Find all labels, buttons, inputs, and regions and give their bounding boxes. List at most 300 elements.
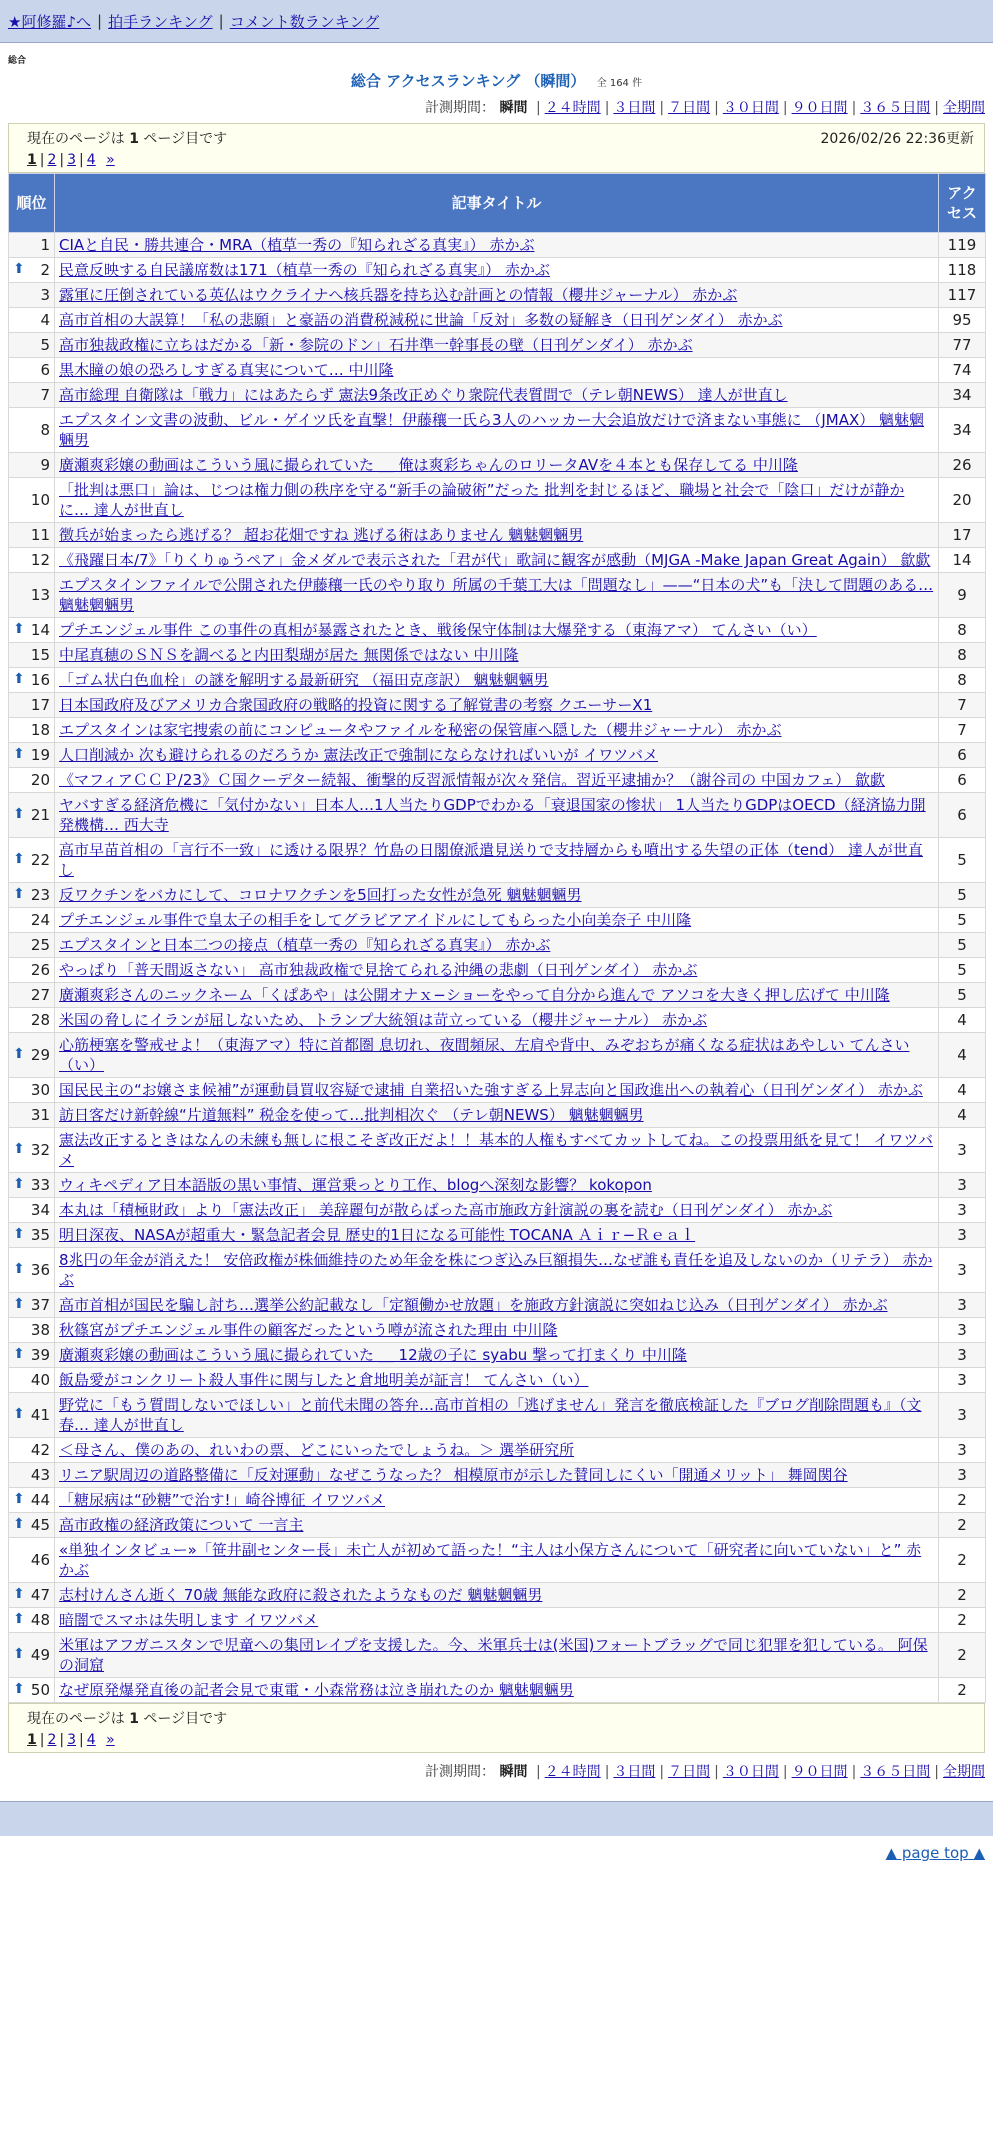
table-row: [9, 668, 986, 693]
period-separator: |: [714, 1764, 719, 1780]
title-cell: [55, 958, 939, 983]
table-row: [9, 333, 986, 358]
article-title-link[interactable]: 徴兵が始まったら逃げる？ 超お花畑ですね 逃げる術はありません 魑魅魍魎男: [59, 526, 584, 544]
article-title-link[interactable]: 黒木瞳の娘の恐ろしすぎる真実について… 中川隆: [59, 361, 394, 379]
up-arrow-icon: ⬆: [13, 1046, 25, 1062]
access-count: 5: [939, 838, 986, 883]
pager-page-link[interactable]: 3: [67, 152, 77, 168]
title-cell: [55, 1033, 939, 1078]
up-arrow-icon: ⬆: [13, 1681, 25, 1697]
rank-number: 5: [40, 336, 50, 354]
rank-number: 11: [30, 526, 50, 544]
article-title-link[interactable]: 訪日客だけ新幹線“片道無料” 税金を使って…批判相次ぐ （テレ朝NEWS） 魑魅魍魎男: [59, 1106, 644, 1124]
up-arrow-icon: ⬆: [13, 746, 25, 762]
rank-number: 16: [30, 671, 50, 689]
access-count: 77: [939, 333, 986, 358]
period-selector: [0, 97, 993, 117]
table-row: [9, 283, 986, 308]
access-count: 117: [939, 283, 986, 308]
title-cell: [55, 333, 939, 358]
title-cell: [55, 793, 939, 838]
article-title-link[interactable]: ＜母さん、僕のあの、れいわの票、どこにいったでしょうね。＞ 選挙研究所: [59, 1441, 575, 1459]
table-row: [9, 1438, 986, 1463]
table-row: [9, 1678, 986, 1703]
title-cell: [55, 1173, 939, 1198]
rank-number: 1: [40, 236, 50, 254]
article-title-link[interactable]: 憲法改正するときはなんの未練も無しに根こそぎ改正だよ！！基本的人権もすべてカットしてね。この投票用紙を見て！ イワツバメ: [59, 1131, 934, 1169]
pager-current-page: 1: [27, 1732, 37, 1748]
ranking-title: [0, 70, 993, 91]
up-arrow-icon: ⬆: [13, 1176, 25, 1192]
access-count: 5: [939, 908, 986, 933]
title-cell: [55, 618, 939, 643]
comment-ranking-link[interactable]: コメント数ランキング: [229, 12, 380, 31]
table-row: [9, 983, 986, 1008]
period-separator: |: [535, 100, 541, 116]
title-cell: [55, 548, 939, 573]
table-row: [9, 1078, 986, 1103]
access-count: 6: [939, 743, 986, 768]
access-count: 4: [939, 1033, 986, 1078]
table-row: [9, 1538, 986, 1583]
rank-cell: [9, 548, 55, 573]
title-cell: [55, 1393, 939, 1438]
access-count: 8: [939, 668, 986, 693]
article-title-link[interactable]: 人口削減か 次も避けられるのだろうか 憲法改正で強制にならなければいいが イワツバメ: [59, 746, 659, 764]
rank-cell: [9, 1583, 55, 1608]
article-title-link[interactable]: ヤバすぎる経済危機に「気付かない」日本人…1人当たりGDPでわかる「衰退国家の惨状」 1人当たりGDPはOECD（経済協力開発機構… 西大寺: [59, 796, 926, 834]
table-row: [9, 1488, 986, 1513]
access-header: アクセス: [939, 174, 986, 233]
table-row: [9, 908, 986, 933]
access-count: 20: [939, 478, 986, 523]
access-count: 3: [939, 1198, 986, 1223]
article-title-link[interactable]: 民意反映する自民議席数は171（植草一秀の『知られざる真実』） 赤かぶ: [59, 261, 550, 279]
period-option-link[interactable]: ３０日間: [722, 100, 779, 116]
title-cell: [55, 478, 939, 523]
title-cell: [55, 1463, 939, 1488]
table-row: [9, 643, 986, 668]
title-cell: [55, 408, 939, 453]
table-row: [9, 1393, 986, 1438]
period-option-link[interactable]: ２４時間: [544, 100, 601, 116]
access-count: 2: [939, 1538, 986, 1583]
rank-number: 37: [30, 1296, 50, 1314]
rank-number: 44: [30, 1491, 50, 1509]
table-row: [9, 718, 986, 743]
title-cell: [55, 1343, 939, 1368]
access-count: 8: [939, 618, 986, 643]
pager-separator: |: [59, 1732, 65, 1748]
article-title-link[interactable]: 廣瀬爽彩さんのニックネーム「くぱあや」は公開オナｘ−ショーをやって自分から進んで アソコを大きく押し広げて 中川隆: [59, 986, 890, 1004]
article-title-link[interactable]: 米国の脅しにイランが屈しないため、トランプ大統領は苛立っている（櫻井ジャーナル） 赤かぶ: [59, 1011, 708, 1029]
up-arrow-icon: ⬆: [13, 886, 25, 902]
table-row: [9, 1368, 986, 1393]
article-title-link[interactable]: 「糖尿病は“砂糖”で治す!」崎谷博征 イワツバメ: [59, 1491, 386, 1509]
period-option-link[interactable]: ９０日間: [791, 1764, 848, 1780]
title-cell: [55, 1633, 939, 1678]
article-title-link[interactable]: 高市政権の経済政策について 一言主: [59, 1516, 304, 1534]
title-cell: [55, 1608, 939, 1633]
rank-number: 48: [30, 1611, 50, 1629]
rank-cell: [9, 1223, 55, 1248]
title-cell: [55, 1198, 939, 1223]
period-option-link[interactable]: ２４時間: [544, 1764, 601, 1780]
article-title-link[interactable]: 廣瀬爽彩嬢の動画はこういう風に撮られていた ＿ 俺は爽彩ちゃんのロリータAVを４本とも保存してる 中川隆: [59, 456, 798, 474]
period-label: 計測期間：: [425, 100, 496, 116]
pager-next-link[interactable]: »: [106, 152, 115, 168]
rank-number: 32: [30, 1141, 50, 1159]
up-arrow-icon: ⬆: [13, 671, 25, 687]
rank-cell: [9, 308, 55, 333]
access-count: 3: [939, 1248, 986, 1293]
access-count: 3: [939, 1128, 986, 1173]
rank-number: 49: [30, 1646, 50, 1664]
table-row: [9, 793, 986, 838]
pager-separator: |: [79, 1732, 84, 1748]
table-row: [9, 693, 986, 718]
pager-bottom: [27, 1732, 974, 1748]
rank-cell: [9, 983, 55, 1008]
table-row: [9, 258, 986, 283]
rank-cell: [9, 1633, 55, 1678]
article-title-link[interactable]: 心筋梗塞を警戒せよ！（東海アマ）特に首都圏 息切れ、夜間頻尿、左肩や背中、みぞおちが痛くなる症状はあやしい てんさい（い）: [59, 1036, 910, 1074]
rank-cell: [9, 718, 55, 743]
title-cell: [55, 453, 939, 478]
title-cell: [55, 838, 939, 883]
rank-cell: [9, 1488, 55, 1513]
rank-number: 21: [30, 806, 50, 824]
title-cell: [55, 1538, 939, 1583]
title-cell: [55, 718, 939, 743]
applause-ranking-link[interactable]: 拍手ランキング: [108, 12, 213, 31]
rank-number: 13: [30, 586, 50, 604]
article-title-link[interactable]: エプスタイン文書の波動、ビル・ゲイツ氏を直撃！伊藤穰一氏ら3人のハッカー大会追放だけで済まない事態に （JMAX） 魑魅魍魎男: [59, 411, 925, 449]
access-count: 17: [939, 523, 986, 548]
article-title-link[interactable]: プチエンジェル事件で皇太子の相手をしてグラビアアイドルにしてもらった小向美奈子 中川隆: [59, 911, 692, 929]
article-title-link[interactable]: 米軍はアフガニスタンで児童への集団レイプを支援した。今、米軍兵士は(米国)フォートブラッグで同じ犯罪を犯している。 阿保の洞窟: [59, 1636, 928, 1674]
rank-cell: [9, 693, 55, 718]
article-title-link[interactable]: 露軍に圧倒されている英仏はウクライナへ核兵器を持ち込む計画との情報（櫻井ジャーナル） 赤かぶ: [59, 286, 738, 304]
rank-cell: [9, 958, 55, 983]
article-title-link[interactable]: 廣瀬爽彩嬢の動画はこういう風に撮られていた ＿ 12歳の子に syabu 撃って打まくり 中川隆: [59, 1346, 687, 1364]
period-option-link[interactable]: ３６５日間: [860, 1764, 931, 1780]
article-title-link[interactable]: 高市総理 自衛隊は「戦力」にはあたらず 憲法9条改正めぐり衆院代表質問で（テレ朝NEWS） 達人が世直し: [59, 386, 788, 404]
article-title-link[interactable]: やっぱり「普天間返さない」 高市独裁政権で見捨てられる沖縄の悲劇（日刊ゲンダイ） 赤かぶ: [59, 961, 698, 979]
article-title-link[interactable]: 「ゴム状白色血栓」の謎を解明する最新研究 （福田克彦訳） 魑魅魍魎男: [59, 671, 549, 689]
article-title-link[interactable]: 中尾真穂のＳＮＳを調べると内田梨瑚が居た 無関係ではない 中川隆: [59, 646, 519, 664]
rank-cell: [9, 358, 55, 383]
title-cell: [55, 1583, 939, 1608]
ranking-title-text: 総合 アクセスランキング （瞬間）: [350, 72, 586, 90]
pager: [27, 152, 974, 168]
article-title-link[interactable]: 飯島愛がコンクリート殺人事件に関与したと倉地明美が証言！ てんさい（い）: [59, 1371, 589, 1389]
up-arrow-icon: ⬆: [13, 806, 25, 822]
rank-cell: [9, 1173, 55, 1198]
title-cell: [55, 1368, 939, 1393]
rank-number: 27: [30, 986, 50, 1004]
title-cell: [55, 383, 939, 408]
rank-number: 3: [40, 286, 50, 304]
access-count: 4: [939, 1008, 986, 1033]
article-title-link[interactable]: なぜ原発爆発直後の記者会見で東電・小森常務は泣き崩れたのか 魑魅魍魎男: [59, 1681, 574, 1699]
rank-cell: [9, 408, 55, 453]
rank-number: 30: [30, 1081, 50, 1099]
rank-cell: [9, 1078, 55, 1103]
rank-number: 29: [30, 1046, 50, 1064]
rank-cell: [9, 333, 55, 358]
period-option-link[interactable]: ３日間: [613, 100, 656, 116]
rank-cell: [9, 1438, 55, 1463]
title-cell: [55, 1678, 939, 1703]
rank-cell: [9, 668, 55, 693]
article-title-link[interactable]: «単独インタビュー»「笹井副センター長」未亡人が初めて語った！“主人は小保方さんについて「研究者に向いていない」と” 赤かぶ: [59, 1541, 922, 1579]
article-title-link[interactable]: エプスタインと日本二つの接点（植草一秀の『知られざる真実』） 赤かぶ: [59, 936, 551, 954]
table-row: [9, 408, 986, 453]
access-count: 7: [939, 693, 986, 718]
rank-number: 47: [30, 1586, 50, 1604]
title-cell: [55, 1293, 939, 1318]
article-title-link[interactable]: 「批判は悪口」論は、じつは権力側の秩序を守る“新手の論破術”だった 批判を封じるほど、職場と社会で「陰口」だけが静かに… 達人が世直し: [59, 481, 905, 519]
access-count: 2: [939, 1633, 986, 1678]
article-title-link[interactable]: 暗闇でスマホは失明します イワツバメ: [59, 1611, 319, 1629]
pager-page-link[interactable]: 4: [86, 1732, 96, 1748]
access-count: 3: [939, 1438, 986, 1463]
rank-cell: [9, 1128, 55, 1173]
rank-cell: [9, 1033, 55, 1078]
article-title-link[interactable]: 《飛躍日本/7》「りくりゅうペア」金メダルで表示された「君が代」歌詞に観客が感動（MJGA -Make Japan Great Again） 歙歔: [59, 551, 931, 569]
period-option-link[interactable]: ３６５日間: [860, 100, 931, 116]
access-count: 3: [939, 1463, 986, 1488]
table-row: [9, 358, 986, 383]
period-separator: |: [604, 100, 610, 116]
table-row: [9, 838, 986, 883]
pager-page-link[interactable]: 3: [67, 1732, 77, 1748]
rank-number: 24: [30, 911, 50, 929]
article-title-link[interactable]: 高市早苗首相の「言行不一致」に透ける限界？竹島の日閣僚派遣見送りで支持層からも噴出する失望の正体（tend） 達人が世直し: [59, 841, 923, 879]
pager-next-link[interactable]: »: [106, 1732, 115, 1748]
article-title-link[interactable]: 国民民主の“お嬢さま候補”が運動員買収容疑で逮捕 自業招いた強すぎる上昇志向と国政進出への執着心（日刊ゲンダイ） 赤かぶ: [59, 1081, 923, 1099]
access-count: 6: [939, 793, 986, 838]
access-count: 3: [939, 1393, 986, 1438]
table-row: [9, 1293, 986, 1318]
article-title-link[interactable]: 本丸は「積極財政」より「憲法改正」 美辞麗句が散らばった高市施政方針演説の裏を読む（日刊ゲンダイ） 赤かぶ: [59, 1201, 833, 1219]
title-cell: [55, 358, 939, 383]
pager-page-link[interactable]: 2: [47, 1732, 57, 1748]
up-arrow-icon: ⬆: [13, 1296, 25, 1312]
pager-separator: |: [39, 152, 45, 168]
access-count: 8: [939, 643, 986, 668]
title-cell: [55, 933, 939, 958]
period-option-link[interactable]: ３日間: [613, 1764, 656, 1780]
article-title-link[interactable]: 《マフィアＣＣＰ/23》Ｃ国クーデター続報、衝撃的反習派情報が次々発信。習近平逮捕か？（謝谷司の 中国カフェ） 歙歔: [59, 771, 885, 789]
period-separator: |: [851, 100, 857, 116]
period-separator: |: [782, 100, 788, 116]
title-cell: [55, 573, 939, 618]
period-option-link[interactable]: ７日間: [668, 100, 711, 116]
rank-number: 40: [30, 1371, 50, 1389]
title-cell: [55, 668, 939, 693]
rank-cell: [9, 283, 55, 308]
table-row: [9, 383, 986, 408]
access-count: 74: [939, 358, 986, 383]
rank-number: 23: [30, 886, 50, 904]
article-title-link[interactable]: 高市首相が国民を騙し討ち…選挙公約記載なし「定額働かせ放題」を施政方針演説に突如ねじ込み（日刊ゲンダイ） 赤かぶ: [59, 1296, 888, 1314]
article-title-link[interactable]: 8兆円の年金が消えた！ 安倍政権が株価維持のため年金を株につぎ込み巨額損失…なぜ誰も責任を追及しないのか（リテラ） 赤かぶ: [59, 1251, 933, 1289]
rank-number: 4: [40, 311, 50, 329]
table-row: [9, 1248, 986, 1293]
up-arrow-icon: ⬆: [13, 851, 25, 867]
access-count: 5: [939, 983, 986, 1008]
up-arrow-icon: ⬆: [13, 1646, 25, 1662]
access-count: 119: [939, 233, 986, 258]
access-count: 26: [939, 453, 986, 478]
title-cell: [55, 983, 939, 1008]
period-option-link[interactable]: 全期間: [943, 100, 985, 116]
table-row: [9, 1128, 986, 1173]
period-option-link[interactable]: ３０日間: [722, 1764, 779, 1780]
rank-cell: [9, 453, 55, 478]
rank-number: 38: [30, 1321, 50, 1339]
period-option-link[interactable]: ７日間: [668, 1764, 711, 1780]
access-count: 5: [939, 933, 986, 958]
rank-cell: [9, 743, 55, 768]
title-cell: [55, 1318, 939, 1343]
rank-cell: [9, 618, 55, 643]
article-title-link[interactable]: ウィキペディア日本語版の黒い事情、運営乗っとり工作、blogへ深刻な影響？ kokopon: [59, 1176, 652, 1194]
rank-number: 28: [30, 1011, 50, 1029]
access-count: 95: [939, 308, 986, 333]
title-cell: [55, 1128, 939, 1173]
rank-cell: [9, 768, 55, 793]
table-row: [9, 1223, 986, 1248]
period-separator: |: [659, 100, 665, 116]
pager-page-link[interactable]: 2: [47, 152, 57, 168]
rank-cell: [9, 1008, 55, 1033]
rank-cell: [9, 573, 55, 618]
period-selector-bottom: [0, 1761, 993, 1781]
period-separator: |: [604, 1764, 610, 1780]
rank-cell: [9, 1538, 55, 1583]
article-title-link[interactable]: 反ワクチンをバカにして、コロナワクチンを5回打った女性が急死 魑魅魍魎男: [59, 886, 582, 904]
access-count: 9: [939, 573, 986, 618]
table-row: [9, 233, 986, 258]
period-option-link[interactable]: 全期間: [943, 1764, 985, 1780]
rank-cell: [9, 1248, 55, 1293]
rank-number: 35: [30, 1226, 50, 1244]
rank-number: 19: [30, 746, 50, 764]
article-title-link[interactable]: 野党に「もう質問しないでほしい」と前代未聞の答弁…高市首相の「逃げません」発言を徹底検証した『ブログ削除問題も』（文春… 達人が世直し: [59, 1396, 922, 1434]
table-row: [9, 1343, 986, 1368]
article-title-link[interactable]: CIAと自民・勝共連合・MRA（植草一秀の『知られざる真実』） 赤かぶ: [59, 236, 535, 254]
access-count: 3: [939, 1318, 986, 1343]
period-separator: |: [782, 1764, 788, 1780]
article-title-link[interactable]: 高市首相の大誤算！「私の悲願」と豪語の消費税減税に世論「反対」多数の疑解き（日刊ゲンダイ） 赤かぶ: [59, 311, 783, 329]
article-title-link[interactable]: 明日深夜、NASAが超重大・緊急記者会見 歴史的1日になる可能性 TOCANA Ａｉｒ−Ｒｅａｌ: [59, 1226, 696, 1244]
title-cell: [55, 1248, 939, 1293]
rank-cell: [9, 1343, 55, 1368]
rank-number: 45: [30, 1516, 50, 1534]
title-cell: [55, 1513, 939, 1538]
rank-number: 8: [40, 421, 50, 439]
rank-number: 26: [30, 961, 50, 979]
nav-separator: |: [97, 12, 103, 30]
title-cell: [55, 883, 939, 908]
period-current: 瞬間: [499, 100, 528, 116]
table-row: [9, 1583, 986, 1608]
title-cell: [55, 1488, 939, 1513]
rank-number: 33: [30, 1176, 50, 1194]
table-row: [9, 933, 986, 958]
bottom-bar: [0, 1801, 993, 1836]
period-current: 瞬間: [499, 1764, 528, 1780]
up-arrow-icon: ⬆: [13, 1611, 25, 1627]
article-title-link[interactable]: 秋篠宮がプチエンジェル事件の顧客だったという噂が流された理由 中川隆: [59, 1321, 558, 1339]
ranking-total: 全 164 件: [596, 78, 643, 89]
rank-cell: [9, 838, 55, 883]
article-title-link[interactable]: 日本国政府及びアメリカ合衆国政府の戦略的投資に関する了解覚書の考察 クエーサーX1: [59, 696, 653, 714]
up-arrow-icon: ⬆: [13, 1141, 25, 1157]
rank-cell: [9, 643, 55, 668]
rank-number: 15: [30, 646, 50, 664]
rank-number: 50: [30, 1681, 50, 1699]
table-row: [9, 1103, 986, 1128]
period-option-link[interactable]: ９０日間: [791, 100, 848, 116]
star-home-link[interactable]: ★阿修羅♪へ: [8, 12, 92, 31]
up-arrow-icon: ⬆: [13, 621, 25, 637]
table-row: [9, 1633, 986, 1678]
title-cell: [55, 693, 939, 718]
access-count: 34: [939, 383, 986, 408]
article-title-link[interactable]: リニア駅周辺の道路整備に「反対運動」なぜこうなった？ 相模原市が示した賛同しにくい「開通メリット」 舞岡関谷: [59, 1466, 848, 1484]
period-separator: |: [535, 1764, 541, 1780]
access-count: 3: [939, 1293, 986, 1318]
up-arrow-icon: ⬆: [13, 1586, 25, 1602]
article-title-link[interactable]: 志村けんさん逝く 70歳 無能な政府に殺されたようなものだ 魑魅魍魎男: [59, 1586, 543, 1604]
rank-number: 14: [30, 621, 50, 639]
rank-cell: [9, 1393, 55, 1438]
rank-number: 36: [30, 1261, 50, 1279]
rank-header: 順位: [9, 174, 55, 233]
article-title-link[interactable]: 高市独裁政権に立ちはだかる「新・参院のドン」石井準一幹事長の壁（日刊ゲンダイ） 赤かぶ: [59, 336, 693, 354]
title-cell: [55, 1078, 939, 1103]
pager-page-link[interactable]: 4: [86, 152, 96, 168]
rank-cell: [9, 523, 55, 548]
access-count: 4: [939, 1103, 986, 1128]
rank-cell: [9, 1463, 55, 1488]
article-title-link[interactable]: プチエンジェル事件 この事件の真相が暴露されたとき、戦後保守体制は大爆発する（東海アマ） てんさい（い）: [59, 621, 817, 639]
rank-number: 39: [30, 1346, 50, 1364]
access-count: 14: [939, 548, 986, 573]
access-count: 7: [939, 718, 986, 743]
page-top-link[interactable]: ▲ page top ▲: [885, 1844, 985, 1862]
rank-number: 7: [40, 386, 50, 404]
rank-number: 18: [30, 721, 50, 739]
article-title-link[interactable]: エプスタインファイルで公開された伊藤穰一氏のやり取り 所属の千葉工大は「問題なし」——“日本の犬”も「決して問題のある… 魑魅魍魎男: [59, 576, 934, 614]
rank-cell: [9, 793, 55, 838]
rank-number: 46: [30, 1551, 50, 1569]
article-title-link[interactable]: エプスタインは家宅捜索の前にコンピュータやファイルを秘密の保管庫へ隠した（櫻井ジャーナル） 赤かぶ: [59, 721, 782, 739]
access-count: 3: [939, 1173, 986, 1198]
table-row: [9, 478, 986, 523]
title-cell: [55, 523, 939, 548]
title-cell: [55, 283, 939, 308]
access-count: 5: [939, 883, 986, 908]
access-count: 2: [939, 1488, 986, 1513]
title-cell: [55, 258, 939, 283]
table-row: [9, 308, 986, 333]
up-arrow-icon: ⬆: [13, 1261, 25, 1277]
